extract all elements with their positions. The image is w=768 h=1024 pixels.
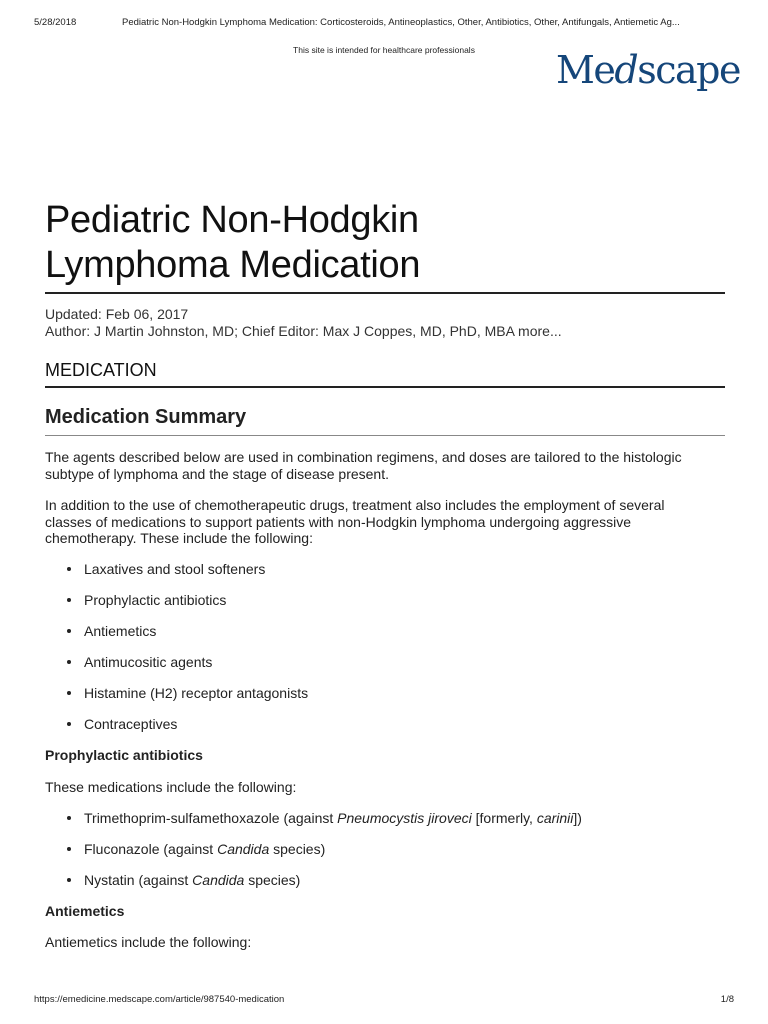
page-title — [45, 198, 725, 288]
subsection-divider — [45, 435, 725, 436]
prophylactic-intro: These medications include the following: — [45, 779, 297, 795]
article-meta — [45, 306, 725, 340]
antiemetics-heading: Antiemetics — [45, 903, 125, 919]
summary-paragraph-1: The agents described below are used in combination regimens, and doses are tailored to the histologic subtype of lymphoma and the stage of disease present. — [45, 449, 682, 482]
bullet-icon — [67, 847, 71, 851]
section-divider — [45, 386, 725, 388]
site-notice: This site is intended for healthcare professionals — [293, 45, 475, 55]
bullet-icon — [67, 816, 71, 820]
updated-date: Updated: Feb 06, 2017 — [45, 306, 189, 322]
list-item: Antimucositic agents — [67, 654, 308, 685]
page-title-line-2: Lymphoma Medication — [45, 244, 421, 286]
prophylactic-antibiotics-list — [67, 810, 582, 903]
bullet-icon — [67, 629, 71, 633]
antiemetics-intro: Antiemetics include the following: — [45, 934, 252, 950]
bullet-icon — [67, 660, 71, 664]
prophylactic-antibiotics-heading: Prophylactic antibiotics — [45, 747, 203, 763]
list-item: Laxatives and stool softeners — [67, 561, 308, 592]
bullet-icon — [67, 722, 71, 726]
bullet-icon — [67, 878, 71, 882]
list-item: Histamine (H2) receptor antagonists — [67, 685, 308, 716]
print-header — [34, 17, 734, 33]
author-line[interactable]: Author: J Martin Johnston, MD; Chief Editor: Max J Coppes, MD, PhD, MBA more... — [45, 323, 562, 339]
print-date: 5/28/2018 — [34, 17, 77, 28]
list-item: Nystatin (against Candida species) — [67, 872, 582, 903]
list-item: Antiemetics — [67, 623, 308, 654]
summary-paragraph-2: In addition to the use of chemotherapeutic drugs, treatment also includes the employment of several classes of medications to support patients with non-Hodgkin lymphoma undergoing aggressive chemotherapy. These include the following: — [45, 497, 665, 546]
bullet-icon — [67, 567, 71, 571]
supportive-medication-list — [67, 561, 308, 747]
print-url[interactable]: https://emedicine.medscape.com/article/987540-medication — [34, 994, 285, 1005]
medication-summary-title: Medication Summary — [45, 406, 247, 428]
section-heading: MEDICATION — [45, 360, 157, 380]
bullet-icon — [67, 691, 71, 695]
title-divider — [45, 292, 725, 294]
page-number: 1/8 — [720, 994, 734, 1005]
list-item: Contraceptives — [67, 716, 308, 747]
list-item: Fluconazole (against Candida species) — [67, 841, 582, 872]
list-item: Prophylactic antibiotics — [67, 592, 308, 623]
bullet-icon — [67, 598, 71, 602]
list-item: Trimethoprim-sulfamethoxazole (against Pneumocystis jiroveci [formerly, carinii]) — [67, 810, 582, 841]
page-title-line-1: Pediatric Non-Hodgkin — [45, 199, 419, 241]
medscape-logo[interactable]: Medscape — [556, 48, 740, 92]
print-document-title: Pediatric Non-Hodgkin Lymphoma Medication: Corticosteroids, Antineoplastics, Other, Antibiotics, Other, Antifungals, Antiemetic Ag... — [122, 17, 680, 28]
